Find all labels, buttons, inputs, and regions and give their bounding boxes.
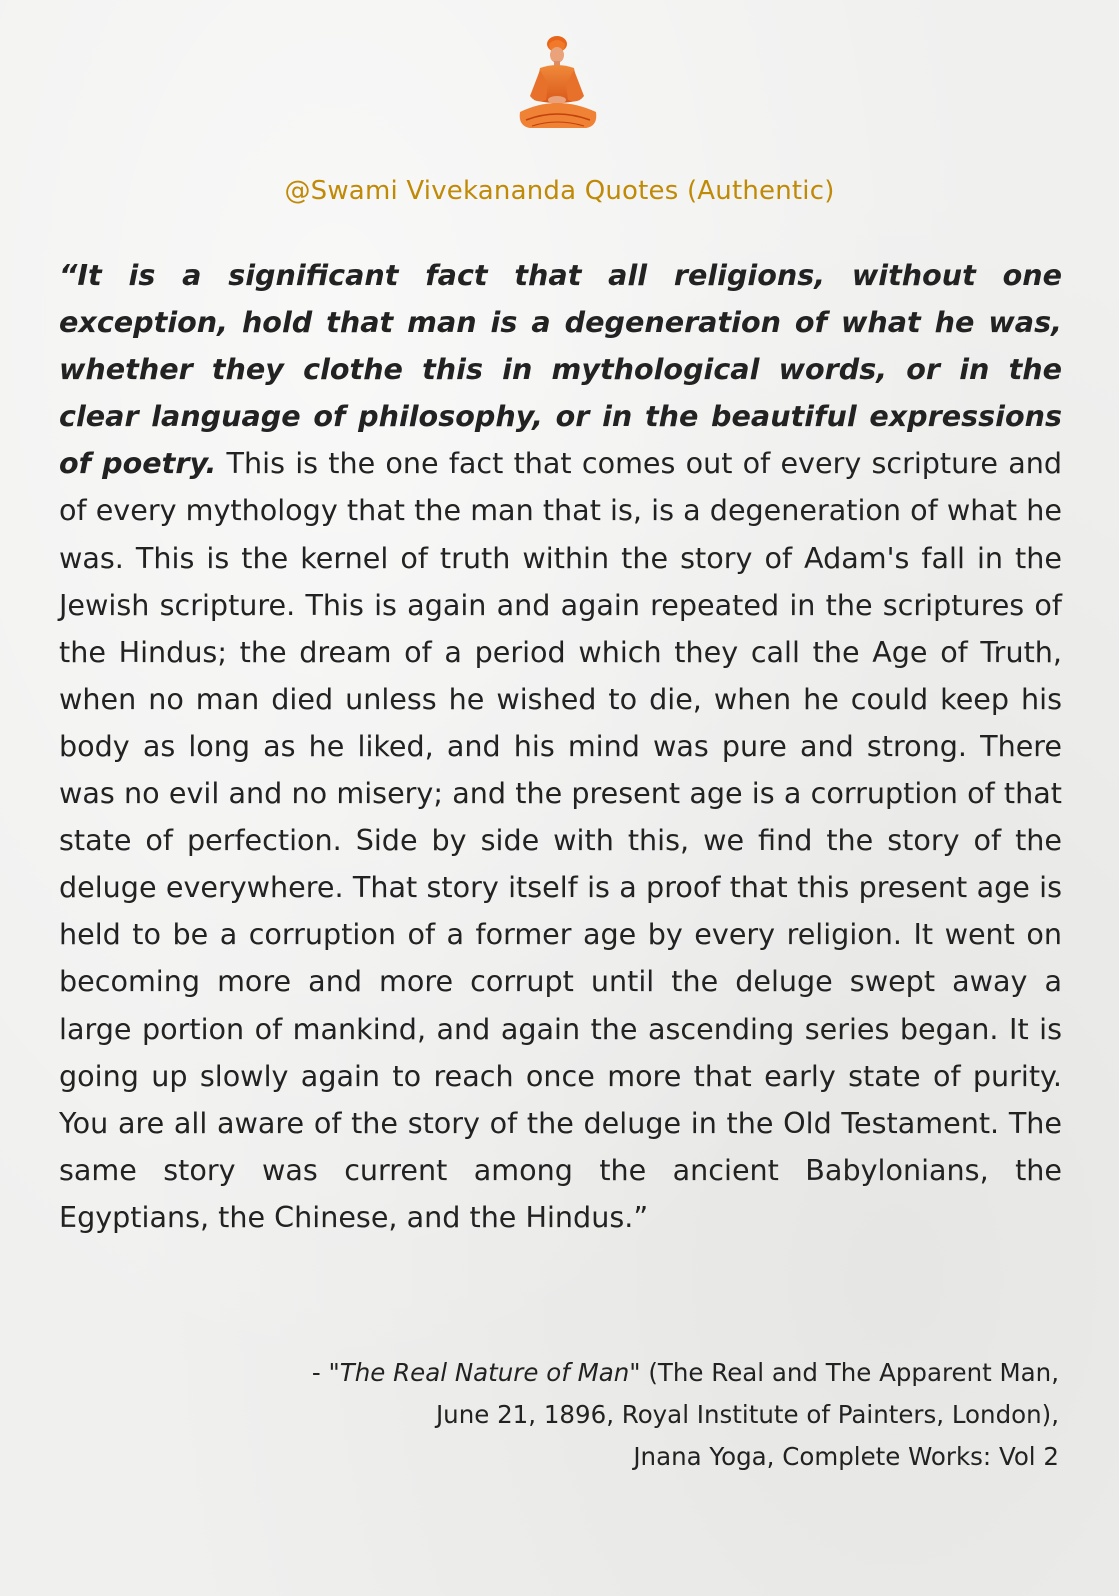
quote-lead-emphasis: “It is a significant fact that all religions, without one exception, hold that man is a degeneration of what he was, whether they clothe this in mythological words, or in the clear language of philosophy, or in the beautiful expressions of poetry.: [59, 258, 1062, 481]
quote-text: [59, 252, 1062, 1241]
citation-line-3: Jnana Yoga, Complete Works: Vol 2: [633, 1442, 1059, 1471]
seated-monk-figure-icon: [512, 34, 604, 134]
channel-handle: @Swami Vivekananda Quotes (Authentic): [284, 176, 835, 206]
citation-line-2: June 21, 1896, Royal Institute of Painters, London),: [435, 1400, 1059, 1429]
quote-body: This is the one fact that comes out of every scripture and of every mythology that the man that is, is a degeneration of what he was. This is the kernel of truth within the story of Adam's fall in the Jewish scripture. This is again and again repeated in the scriptures of the Hindus; the dream of a period which they call the Age of Truth, when no man died unless he wished to die, when he could keep his body as long as he liked, and his mind was pure and strong. There was no evil and no misery; and the present age is a corruption of that state of perfection. Side by side with this, we find the story of the deluge everywhere. That story itself is a proof that this present age is held to be a corruption of a former age by every religion. It went on becoming more and more corrupt until the deluge swept away a large portion of mankind, and again the ascending series began. It is going up slowly again to reach once more that early state of purity. You are all aware of the story of the deluge in the Old Testament. The same story was current among the ancient Babylonians, the Egyptians, the Chinese, and the Hindus.”: [59, 446, 1062, 1234]
citation-line-1-rest: (The Real and The Apparent Man,: [640, 1358, 1059, 1387]
citation-prefix: -: [311, 1358, 329, 1387]
citation: [59, 1352, 1059, 1478]
citation-title: "The Real Nature of Man": [328, 1358, 641, 1387]
citation-line-1: [59, 1352, 1059, 1394]
